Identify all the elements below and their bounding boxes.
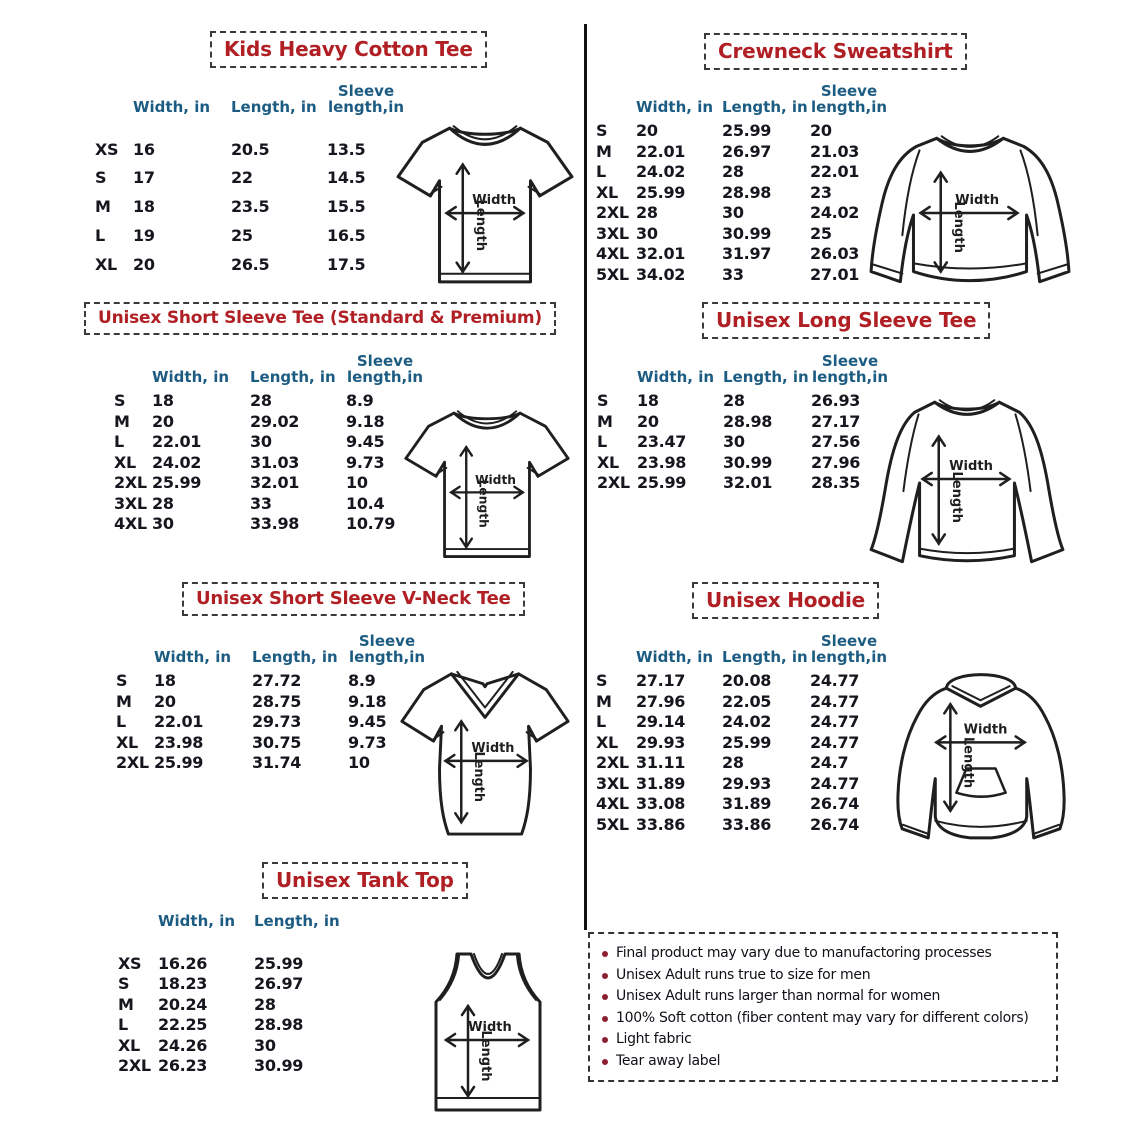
size-value: 18 [637, 391, 659, 411]
column-header: Width, in [152, 367, 230, 386]
length-label: Length [950, 201, 966, 253]
size-row [597, 410, 895, 431]
length-label: Length [476, 479, 491, 528]
size-value: 24.7 [810, 753, 849, 773]
section-title: Crewneck Sweatshirt [704, 33, 967, 70]
note-item [602, 965, 1046, 987]
size-value: 27.72 [252, 671, 302, 691]
width-label: Width [955, 192, 1000, 208]
note-text: Unisex Adult runs true to size for men [616, 966, 871, 983]
size-value: 8.9 [346, 391, 374, 411]
width-label: Width [963, 722, 1008, 738]
size-label: 5XL [596, 264, 629, 284]
size-value: 22.05 [722, 691, 772, 711]
size-label: M [114, 411, 130, 431]
size-value: 9.18 [346, 411, 385, 431]
size-value: 24.77 [810, 773, 860, 793]
size-value: 25.99 [152, 473, 202, 493]
size-row [596, 670, 894, 691]
size-row [596, 243, 894, 264]
column-header: Length, in [252, 647, 338, 666]
size-row [596, 772, 894, 793]
size-value: 19 [133, 225, 155, 245]
size-label: L [596, 162, 606, 182]
size-value: 27.96 [636, 691, 686, 711]
size-value: 34.02 [636, 264, 686, 284]
size-label: 2XL [118, 1056, 151, 1075]
column-header: Length, in [722, 647, 808, 666]
width-label: Width [471, 741, 515, 756]
column-header: Length, in [723, 367, 809, 386]
length-label: Length [471, 751, 487, 802]
size-value: 32.01 [636, 244, 686, 264]
size-value: 28 [254, 994, 276, 1014]
size-value: 30 [250, 432, 272, 452]
size-row [114, 410, 432, 431]
note-text: Tear away label [616, 1052, 721, 1069]
section-title: Unisex Short Sleeve Tee (Standard & Premium) [84, 302, 556, 335]
table-header-row [597, 354, 895, 386]
size-value: 32.01 [723, 473, 773, 493]
note-text: Light fabric [616, 1031, 692, 1047]
size-value: 10 [346, 473, 368, 493]
size-row [597, 451, 895, 472]
size-label: XS [118, 953, 142, 973]
bullet-icon [602, 973, 608, 979]
length-label: Length [960, 736, 976, 789]
size-label: 2XL [597, 473, 630, 493]
note-item [602, 943, 1046, 965]
size-value: 28 [152, 493, 174, 513]
size-value: 33.08 [636, 794, 686, 814]
size-value: 28.75 [252, 691, 302, 711]
size-value: 20.08 [722, 671, 772, 691]
size-label: XL [114, 452, 136, 472]
size-label: L [118, 1015, 128, 1034]
size-label: M [596, 691, 612, 711]
sweatshirt-diagram [864, 124, 1076, 302]
size-value: 30.75 [252, 732, 302, 752]
size-label: L [114, 432, 124, 452]
size-value: 10.4 [346, 493, 385, 513]
column-header: Sleeve length,in [327, 82, 405, 116]
section-title: Unisex Long Sleeve Tee [702, 302, 990, 339]
size-value: 10.79 [346, 514, 396, 534]
bullet-icon [602, 994, 608, 1000]
size-value: 28 [250, 391, 272, 411]
size-value: 23.5 [231, 197, 270, 217]
size-value: 29.02 [250, 411, 300, 431]
width-label: Width [472, 193, 517, 209]
size-row [596, 202, 894, 223]
size-value: 32.01 [250, 473, 300, 493]
size-value: 30.99 [723, 452, 773, 472]
size-value: 28 [636, 203, 658, 223]
size-value: 28 [722, 753, 744, 773]
column-header: Length, in [254, 912, 340, 930]
size-value: 25.99 [722, 732, 772, 752]
size-value: 24.77 [810, 732, 860, 752]
size-row [596, 752, 894, 773]
note-item [602, 1051, 1046, 1073]
size-label: XL [118, 1035, 140, 1055]
note-text: Final product may vary due to manufactoring processes [616, 945, 992, 961]
column-header: Sleeve length,in [346, 352, 424, 386]
size-row [118, 1055, 350, 1076]
size-row [596, 690, 894, 711]
size-row [114, 472, 432, 493]
column-header: Sleeve length,in [810, 632, 888, 666]
size-label: XL [596, 182, 618, 202]
size-value: 27.17 [636, 671, 686, 691]
size-row [597, 472, 895, 493]
size-row [95, 159, 413, 188]
note-item [602, 986, 1046, 1008]
size-value: 30 [254, 1035, 276, 1055]
size-value: 26.74 [810, 794, 860, 814]
size-value: 28 [723, 391, 745, 411]
column-header: Sleeve length,in [810, 82, 888, 116]
length-label: Length [948, 471, 964, 523]
size-row [118, 973, 350, 994]
size-value: 20 [154, 691, 176, 711]
size-value: 30 [723, 432, 745, 452]
size-value: 31.74 [252, 753, 302, 773]
size-value: 26.74 [810, 814, 860, 834]
size-label: XL [597, 452, 619, 472]
size-table [114, 354, 432, 533]
size-row [116, 752, 434, 773]
table-header-row [596, 634, 894, 666]
garment-outline [871, 136, 1069, 281]
size-label: S [95, 168, 107, 188]
size-value: 26.03 [810, 244, 860, 264]
size-table [118, 912, 350, 1075]
size-value: 25.99 [722, 121, 772, 141]
hoodie-diagram [878, 658, 1084, 857]
size-label: L [116, 712, 126, 732]
size-label: 2XL [114, 473, 147, 493]
size-value: 28 [722, 162, 744, 182]
size-value: 21.03 [810, 141, 860, 161]
width-label: Width [949, 458, 994, 474]
note-item [602, 1029, 1046, 1051]
size-label: XL [95, 254, 117, 274]
size-row [118, 993, 350, 1014]
size-value: 31.89 [722, 794, 772, 814]
size-label: XL [596, 732, 618, 752]
size-label: S [116, 671, 128, 691]
size-label: 4XL [114, 514, 147, 534]
size-value: 26.97 [254, 974, 304, 993]
table-header-row [118, 912, 350, 930]
length-label: Length [478, 1030, 493, 1082]
length-label: Length [472, 199, 488, 252]
size-value: 33.86 [636, 814, 686, 834]
section-title: Kids Heavy Cotton Tee [210, 31, 487, 68]
size-row [95, 245, 413, 274]
size-label: S [597, 391, 609, 411]
size-label: M [95, 197, 111, 217]
size-label: 3XL [596, 223, 629, 243]
size-table [116, 634, 434, 772]
bullet-icon [602, 1059, 608, 1065]
size-value: 22.01 [636, 141, 686, 161]
size-value: 26.97 [722, 141, 772, 161]
size-value: 31.97 [722, 244, 772, 264]
column-header: Length, in [722, 97, 808, 116]
size-value: 26.23 [158, 1056, 208, 1075]
section-title: Unisex Hoodie [692, 582, 879, 619]
size-value: 33.98 [250, 514, 300, 534]
table-header-row [116, 634, 434, 666]
size-row [114, 513, 432, 534]
size-value: 27.01 [810, 264, 860, 284]
size-value: 31.11 [636, 753, 686, 773]
size-label: S [596, 671, 608, 691]
size-value: 23.98 [154, 732, 204, 752]
size-label: M [118, 994, 134, 1014]
size-value: 9.73 [346, 452, 385, 472]
size-value: 20 [133, 254, 155, 274]
size-row [596, 222, 894, 243]
size-value: 22.25 [158, 1015, 208, 1034]
size-value: 20.5 [231, 139, 270, 159]
size-row [95, 187, 413, 216]
size-value: 17 [133, 168, 155, 188]
size-row [114, 390, 432, 411]
size-value: 27.17 [811, 411, 861, 431]
size-label: 5XL [596, 814, 629, 834]
size-label: M [116, 691, 132, 711]
size-row [596, 793, 894, 814]
size-value: 18 [133, 197, 155, 217]
size-value: 9.18 [348, 691, 387, 711]
size-value: 20 [810, 121, 832, 141]
size-label: XL [116, 732, 138, 752]
size-value: 25 [231, 225, 253, 245]
size-value: 9.45 [348, 712, 387, 732]
note-text: Unisex Adult runs larger than normal for women [616, 988, 941, 1004]
column-header: Length, in [250, 367, 336, 386]
size-value: 24.26 [158, 1035, 208, 1055]
column-header: Sleeve length,in [811, 352, 889, 386]
size-row [596, 120, 894, 141]
size-value: 28.98 [722, 182, 772, 202]
table-header-row [114, 354, 432, 386]
size-value: 30 [636, 223, 658, 243]
size-label: M [596, 141, 612, 161]
size-value: 22.01 [152, 432, 202, 452]
size-table [95, 84, 413, 274]
size-value: 28.35 [811, 473, 861, 493]
size-value: 22.01 [154, 712, 204, 732]
size-row [114, 431, 432, 452]
size-value: 24.02 [810, 203, 860, 223]
size-row [596, 181, 894, 202]
size-value: 16.5 [327, 225, 366, 245]
size-value: 24.02 [152, 452, 202, 472]
size-label: L [596, 712, 606, 732]
size-value: 25.99 [636, 182, 686, 202]
size-value: 10 [348, 753, 370, 773]
column-header: Width, in [133, 97, 211, 116]
size-label: S [118, 974, 130, 993]
table-header-row [95, 84, 413, 116]
size-value: 29.73 [252, 712, 302, 732]
size-label: S [596, 121, 608, 141]
size-label: 2XL [116, 753, 149, 773]
size-value: 31.89 [636, 773, 686, 793]
size-label: M [597, 411, 613, 431]
size-value: 13.5 [327, 139, 366, 159]
size-value: 24.02 [722, 712, 772, 732]
size-value: 22 [231, 168, 253, 188]
size-value: 14.5 [327, 168, 366, 188]
notes-box [588, 932, 1058, 1082]
size-label: XS [95, 139, 119, 159]
vneck-tee-diagram [396, 660, 574, 844]
tshirt-diagram [402, 398, 572, 566]
size-value: 9.73 [348, 732, 387, 752]
garment-outline [871, 400, 1063, 561]
size-value: 25 [810, 223, 832, 243]
size-label: 2XL [596, 203, 629, 223]
size-value: 18 [154, 671, 176, 691]
size-value: 20 [152, 411, 174, 431]
size-value: 9.45 [346, 432, 385, 452]
size-value: 23.98 [637, 452, 687, 472]
size-value: 26.5 [231, 254, 270, 274]
size-row [596, 731, 894, 752]
size-label: S [114, 391, 126, 411]
column-header: Width, in [158, 912, 236, 930]
size-value: 33 [250, 493, 272, 513]
size-value: 15.5 [327, 197, 366, 217]
size-value: 20.24 [158, 994, 208, 1014]
size-value: 25.99 [254, 953, 304, 973]
tank-top-diagram [424, 948, 548, 1120]
bullet-icon [602, 1037, 608, 1043]
size-value: 29.93 [722, 773, 772, 793]
size-value: 33.86 [722, 814, 772, 834]
size-row [114, 451, 432, 472]
section-title: Unisex Tank Top [262, 862, 468, 899]
size-row [95, 216, 413, 245]
size-value: 25.99 [154, 753, 204, 773]
size-value: 30.99 [722, 223, 772, 243]
size-row [116, 731, 434, 752]
column-header: Width, in [154, 647, 232, 666]
size-table [596, 634, 894, 834]
bullet-icon [602, 951, 608, 957]
size-label: 4XL [596, 794, 629, 814]
size-value: 8.9 [348, 671, 376, 691]
size-label: 4XL [596, 244, 629, 264]
table-header-row [596, 84, 894, 116]
size-value: 31.03 [250, 452, 300, 472]
section-title: Unisex Short Sleeve V-Neck Tee [182, 582, 525, 616]
size-value: 30.99 [254, 1056, 304, 1075]
note-item [602, 1008, 1046, 1030]
size-row [116, 711, 434, 732]
size-row [118, 952, 350, 973]
size-row [114, 492, 432, 513]
size-value: 20 [636, 121, 658, 141]
width-label: Width [468, 1020, 512, 1035]
note-text: 100% Soft cotton (fiber content may vary for different colors) [616, 1009, 1029, 1026]
size-row [116, 690, 434, 711]
column-header: Width, in [637, 367, 715, 386]
size-value: 26.93 [811, 391, 861, 411]
size-row [596, 263, 894, 284]
size-value: 24.77 [810, 691, 860, 711]
size-label: 3XL [114, 493, 147, 513]
size-row [596, 161, 894, 182]
size-row [118, 1034, 350, 1055]
size-value: 24.77 [810, 712, 860, 732]
size-value: 29.14 [636, 712, 686, 732]
size-value: 33 [722, 264, 744, 284]
size-value: 22.01 [810, 162, 860, 182]
column-header: Width, in [636, 647, 714, 666]
garment-outline [898, 675, 1064, 838]
size-row [116, 670, 434, 691]
size-table [597, 354, 895, 492]
size-row [596, 140, 894, 161]
size-value: 27.56 [811, 432, 861, 452]
size-row [597, 431, 895, 452]
column-header: Length, in [231, 97, 317, 116]
size-value: 25.99 [637, 473, 687, 493]
size-value: 30 [152, 514, 174, 534]
size-value: 18 [152, 391, 174, 411]
size-value: 16.26 [158, 953, 208, 973]
size-table [596, 84, 894, 284]
tshirt-diagram [394, 112, 576, 292]
column-header: Width, in [636, 97, 714, 116]
size-value: 24.02 [636, 162, 686, 182]
size-value: 17.5 [327, 254, 366, 274]
column-header: Sleeve length,in [348, 632, 426, 666]
size-value: 28.98 [723, 411, 773, 431]
size-row [118, 1014, 350, 1035]
size-value: 27.96 [811, 452, 861, 472]
bullet-icon [602, 1016, 608, 1022]
size-value: 24.77 [810, 671, 860, 691]
size-row [95, 130, 413, 159]
size-label: 3XL [596, 773, 629, 793]
divider-line [584, 24, 587, 930]
size-row [596, 813, 894, 834]
long-sleeve-tee-diagram [858, 390, 1076, 574]
size-value: 18.23 [158, 974, 208, 993]
size-label: L [597, 432, 607, 452]
size-value: 28.98 [254, 1015, 304, 1034]
size-value: 16 [133, 139, 155, 159]
size-row [597, 390, 895, 411]
size-value: 30 [722, 203, 744, 223]
size-value: 23.47 [637, 432, 687, 452]
size-label: 2XL [596, 753, 629, 773]
width-label: Width [474, 472, 517, 487]
size-value: 29.93 [636, 732, 686, 752]
size-label: L [95, 225, 105, 245]
size-value: 23 [810, 182, 832, 202]
size-value: 20 [637, 411, 659, 431]
size-row [596, 711, 894, 732]
